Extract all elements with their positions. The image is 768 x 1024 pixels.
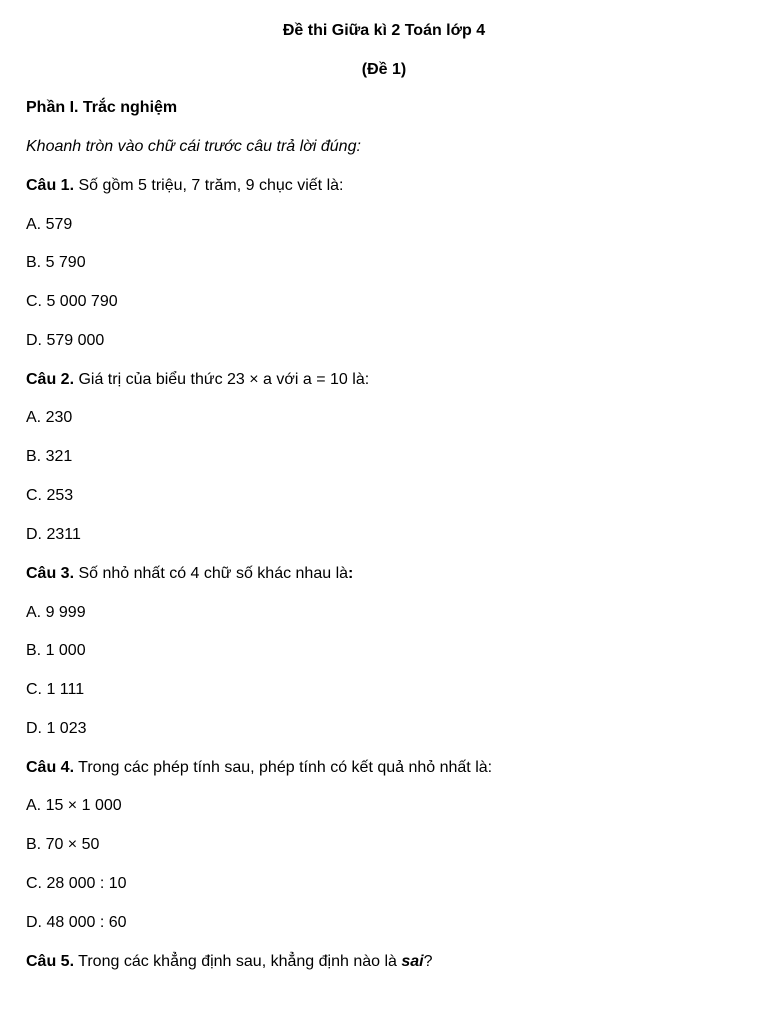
question-1-option-d: D. 579 000 (26, 332, 105, 349)
question-4-option-a: A. 15 × 1 000 (26, 797, 122, 814)
question-text-end: ? (423, 953, 433, 970)
question-1-option-a: A. 579 (26, 216, 73, 233)
instruction-text: Khoanh tròn vào chữ cái trước câu trả lời đúng: (26, 138, 361, 155)
question-emphasis: sai (401, 953, 424, 970)
question-3-option-d: D. 1 023 (26, 720, 87, 737)
question-label: Câu 5. (26, 953, 75, 970)
question-label: Câu 3. (26, 565, 75, 582)
question-3-option-c: C. 1 111 (26, 681, 85, 698)
question-text-end: : (348, 565, 354, 582)
question-4-option-d: D. 48 000 : 60 (26, 914, 127, 931)
question-text: Trong các phép tính sau, phép tính có kết quả nhỏ nhất là: (74, 759, 493, 776)
question-text: Số gồm 5 triệu, 7 trăm, 9 chục viết là: (74, 177, 344, 194)
question-3 (26, 564, 742, 584)
question-label: Câu 2. (26, 371, 75, 388)
question-4-option-c: C. 28 000 : 10 (26, 875, 127, 892)
question-1 (26, 176, 742, 196)
question-4-option-b: B. 70 × 50 (26, 836, 100, 853)
question-5 (26, 952, 742, 972)
document-title: Đề thi Giữa kì 2 Toán lớp 4 (282, 22, 486, 39)
question-1-option-b: B. 5 790 (26, 254, 86, 271)
question-2-option-a: A. 230 (26, 409, 73, 426)
question-2-option-b: B. 321 (26, 448, 73, 465)
question-1-option-c: C. 5 000 790 (26, 293, 118, 310)
question-4 (26, 758, 742, 778)
question-2-option-c: C. 253 (26, 487, 74, 504)
question-2 (26, 370, 742, 390)
question-text: Trong các khẳng định sau, khẳng định nào là (74, 953, 402, 970)
document-subtitle: (Đề 1) (361, 61, 407, 78)
question-2-option-d: D. 2311 (26, 526, 81, 543)
section-heading: Phần I. Trắc nghiệm (26, 99, 178, 116)
question-text: Giá trị của biểu thức 23 × a với a = 10 là: (74, 371, 370, 388)
question-label: Câu 4. (26, 759, 75, 776)
question-3-option-b: B. 1 000 (26, 642, 86, 659)
question-3-option-a: A. 9 999 (26, 604, 86, 621)
question-text: Số nhỏ nhất có 4 chữ số khác nhau là (74, 565, 349, 582)
question-label: Câu 1. (26, 177, 75, 194)
